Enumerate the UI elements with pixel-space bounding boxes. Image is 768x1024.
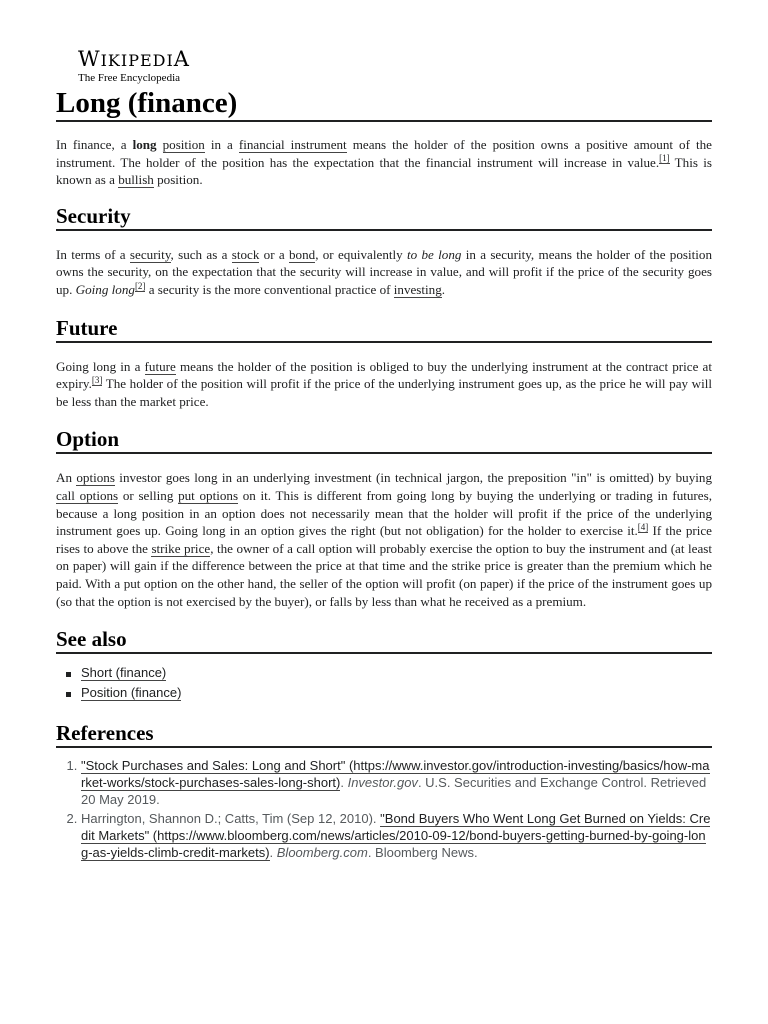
link-bullish[interactable]: bullish xyxy=(118,172,154,188)
ref-2[interactable]: [2] xyxy=(134,280,146,291)
link-position-finance[interactable]: Position (finance) xyxy=(81,685,182,701)
ref-1[interactable]: [1] xyxy=(659,153,670,164)
references-list xyxy=(56,757,712,861)
link-call-options[interactable]: call options xyxy=(56,487,119,503)
link-position[interactable]: position xyxy=(162,137,205,152)
option-paragraph: An options investor goes long in an underlying investment (in technical jargon, the preposition "in" is omitted) by buying call options or selling put options on it. This is different from going long by buying the underlying or trading in futures, because a long position in an option does not necessarily mean that the holder will profit if the price of the underlying instrument goes up. Going long in an option gives the right (but not obligation) for the holder to exercise it.[4] If the price rises to above the strike price, the owner of a call option will probably exercise the option to buy the instrument and (at least on paper) will gain if the difference between the price at that time and the strike price is greater than the premium which he paid. With a put option on the other hand, the seller of the option will profit (on paper) if the price of the instrument goes up (so that the option is not exercised by the buyer), or falls by less than what he received as a premium. xyxy=(56,470,712,609)
see-also-item xyxy=(66,663,712,683)
intro-paragraph: In finance, a long position in a financial instrument means the holder of the position owns a positive amount of the instrument. The holder of the position has the expectation that the financial instrument will increase in value.[1] This is known as a bullish position. xyxy=(56,137,712,188)
security-paragraph: In terms of a security, such as a stock or a bond, or equivalently to be long in a security, means the holder of the position owns the security, on the expectation that the security will increase in value, and will profit if the price of the security goes up. Going long[2] a security is the more conventional practice of investing. xyxy=(56,246,713,297)
heading-see-also: See also xyxy=(56,626,712,654)
link-put-options[interactable]: put options xyxy=(178,487,239,503)
heading-option: Option xyxy=(56,426,712,454)
ref-1-link[interactable]: "Stock Purchases and Sales: Long and Short" (https://www.investor.gov/introduction-investing/basics/how-market-works/stock-purchases-sales-long-short) xyxy=(81,758,710,791)
heading-references: References xyxy=(56,720,712,748)
heading-security: Security xyxy=(56,203,712,231)
ref-3[interactable]: [3] xyxy=(91,374,103,385)
article xyxy=(56,48,712,863)
logo-wordmark: WIKIPEDIA xyxy=(78,47,190,71)
link-security[interactable]: security xyxy=(129,246,171,262)
link-financial-instrument[interactable]: financial instrument xyxy=(238,137,347,152)
link-future[interactable]: future xyxy=(144,358,176,374)
see-also-item xyxy=(66,683,712,703)
logo-tagline: The Free Encyclopedia xyxy=(78,72,181,84)
heading-future: Future xyxy=(56,315,712,343)
see-also-list xyxy=(56,663,712,703)
link-options[interactable]: options xyxy=(76,470,115,486)
link-investing[interactable]: investing xyxy=(393,281,442,297)
link-bond[interactable]: bond xyxy=(289,246,316,262)
link-stock[interactable]: stock xyxy=(231,246,260,262)
reference-item: 1. "Stock Purchases and Sales: Long and Short" (https://www.investor.gov/introduction-investing/basics/how-market-works/stock-purchases-sales-long-short). Investor.gov. U.S. Securities and Exchange Control. Retrieved 20 May 2019. xyxy=(81,757,712,808)
future-paragraph: Going long in a future means the holder of the position is obliged to buy the underlying instrument at the contract price at expiry.[3] The holder of the position will profit if the price of the underlying instrument goes up, as the price he will pay will be less than the market price. xyxy=(56,358,712,409)
page-title: Long (finance) xyxy=(56,86,712,122)
ref-2-link[interactable]: "Bond Buyers Who Went Long Get Burned on Yields: Credit Markets" (https://www.bloomberg.com/news/articles/2010-09-12/bond-buyers-getting-burned-by-going-long-as-yields-climb-credit-markets) xyxy=(81,811,711,861)
ref-4[interactable]: [4] xyxy=(637,521,649,532)
link-strike-price[interactable]: strike price xyxy=(151,540,211,556)
reference-item: 2. Harrington, Shannon D.; Catts, Tim (Sep 12, 2010). "Bond Buyers Who Went Long Get Burned on Yields: Credit Markets" (https://www.bloomberg.com/news/articles/2010-09-12/bond-buyers-getting-burned-by-going-long-as-yields-climb-credit-markets). Bloomberg.com. Bloomberg News. xyxy=(81,810,712,861)
link-short-finance[interactable]: Short (finance) xyxy=(81,665,167,681)
wikipedia-logo[interactable] xyxy=(56,48,712,84)
